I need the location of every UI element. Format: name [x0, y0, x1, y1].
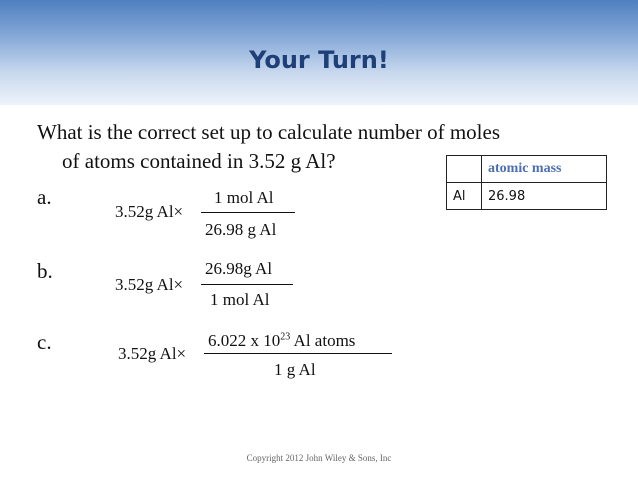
option-a-numerator: 1 mol Al: [214, 188, 274, 207]
option-b-label: b.: [37, 259, 53, 283]
option-c-numerator: [208, 331, 355, 351]
option-c-lhs: 3.52g Al×: [118, 344, 187, 363]
table-header-blank-cell: [447, 156, 482, 183]
option-b-lhs: 3.52g Al×: [115, 275, 184, 294]
option-a-expression: [115, 184, 315, 244]
element-symbol-cell: Al: [447, 183, 482, 210]
atomic-mass-header: atomic mass: [482, 156, 607, 183]
option-b-numerator: 26.98g Al: [205, 259, 273, 278]
option-c-denominator: 1 g Al: [274, 360, 316, 379]
option-a-fraction-bar: [201, 212, 295, 213]
option-c-numerator-unit: Al atoms: [290, 331, 356, 350]
option-c-fraction-bar: [204, 353, 392, 354]
atomic-mass-value-cell: 26.98: [482, 183, 607, 210]
copyright-notice: Copyright 2012 John Wiley & Sons, Inc: [246, 453, 392, 463]
option-b-denominator: 1 mol Al: [210, 290, 270, 309]
option-b-expression: [115, 259, 315, 319]
option-a-denominator: 26.98 g Al: [205, 220, 277, 239]
atomic-mass-table: [446, 155, 607, 210]
option-a-lhs: 3.52g Al×: [115, 202, 184, 221]
option-c-numerator-base: 6.022 x 10: [208, 331, 281, 350]
option-c-label: c.: [37, 330, 52, 354]
option-b-fraction-bar: [201, 284, 293, 285]
option-c-expression: [118, 328, 408, 388]
option-a-label: a.: [37, 185, 52, 209]
question-line-2: of atoms contained in 3.52 g Al?: [62, 149, 336, 173]
question-line-1: What is the correct set up to calculate number of moles: [37, 120, 500, 144]
slide-title: Your Turn!: [249, 46, 389, 74]
option-c-numerator-exponent: 23: [280, 331, 291, 343]
